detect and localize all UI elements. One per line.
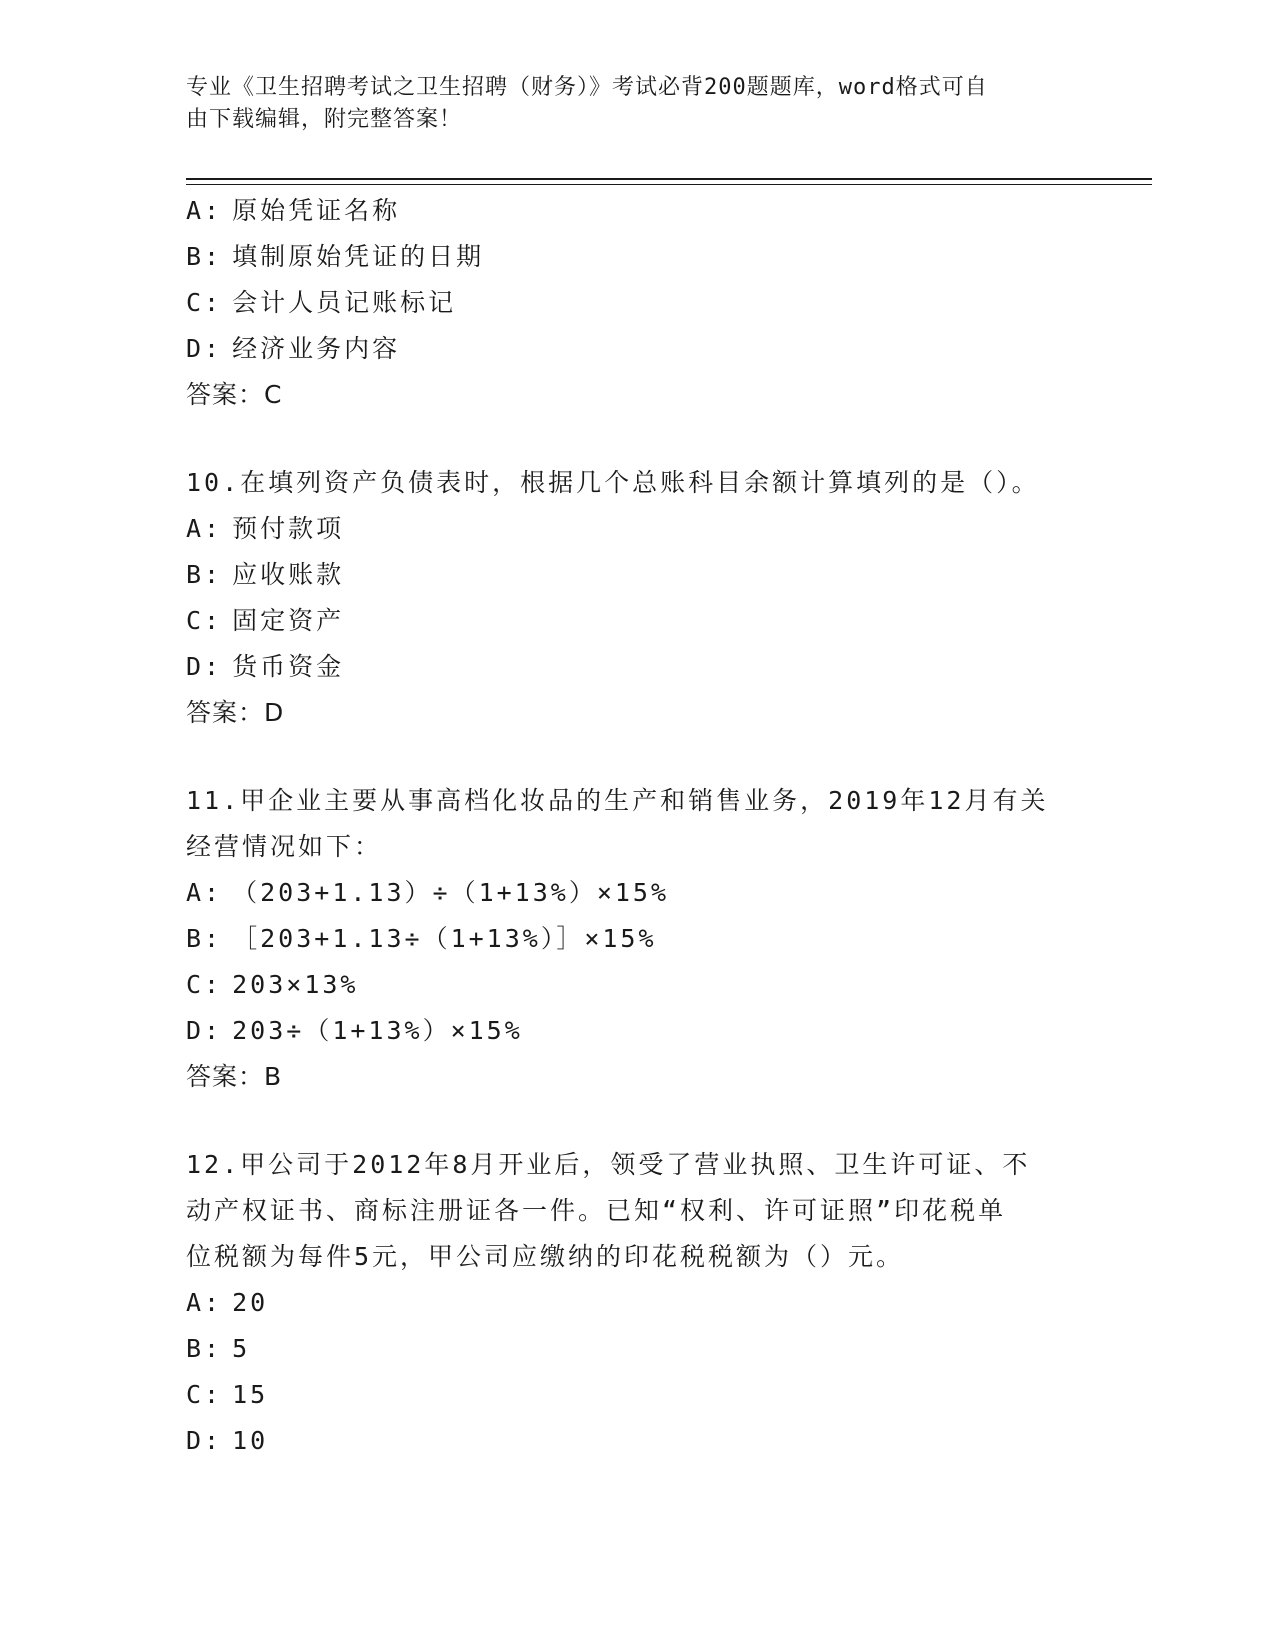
- answer-line: 答案：B: [186, 1062, 283, 1091]
- question-12: [186, 1142, 1066, 1464]
- question-list: [186, 188, 1066, 1464]
- option-d: [186, 326, 1066, 372]
- option-text: （203+1.13）÷（1+13%）×15%: [232, 878, 670, 907]
- question-9: [186, 188, 1066, 418]
- question-stem: 10.在填列资产负债表时，根据几个总账科目余额计算填列的是（）。: [186, 468, 1040, 497]
- option-b: [186, 234, 1066, 280]
- option-text: 原始凭证名称: [232, 196, 401, 225]
- option-label: D:: [186, 1016, 223, 1045]
- option-label: A:: [186, 514, 223, 543]
- option-b: [186, 552, 1066, 598]
- option-label: B:: [186, 242, 223, 271]
- option-text: 经济业务内容: [232, 334, 401, 363]
- option-text: 5: [232, 1334, 251, 1363]
- header-line-1: 专业《卫生招聘考试之卫生招聘（财务）》考试必背200题题库，word格式可自: [186, 75, 988, 100]
- option-label: D:: [186, 334, 223, 363]
- option-text: 20: [232, 1288, 269, 1317]
- option-text: 应收账款: [232, 560, 345, 589]
- header-divider-thin: [186, 184, 1152, 185]
- document-header: [186, 72, 1066, 136]
- question-10: [186, 460, 1066, 736]
- option-text: 预付款项: [232, 514, 345, 543]
- header-divider-thick: [186, 178, 1152, 180]
- option-d: [186, 1008, 1066, 1054]
- question-11: [186, 778, 1066, 1100]
- header-line-2: 由下载编辑，附完整答案！: [186, 107, 463, 132]
- option-label: C:: [186, 288, 223, 317]
- option-a: [186, 1280, 1066, 1326]
- option-text: 10: [232, 1426, 269, 1455]
- question-stem: 经营情况如下：: [186, 832, 383, 861]
- option-label: B:: [186, 924, 223, 953]
- option-a: [186, 188, 1066, 234]
- option-label: C:: [186, 970, 223, 999]
- option-label: C:: [186, 606, 223, 635]
- option-c: [186, 962, 1066, 1008]
- option-text: 填制原始凭证的日期: [232, 242, 485, 271]
- question-stem: 动产权证书、商标注册证各一件。已知“权利、许可证照”印花税单: [186, 1196, 1007, 1225]
- option-b: [186, 916, 1066, 962]
- option-c: [186, 280, 1066, 326]
- option-text: 固定资产: [232, 606, 345, 635]
- option-c: [186, 598, 1066, 644]
- option-c: [186, 1372, 1066, 1418]
- question-stem: 位税额为每件5元，甲公司应缴纳的印花税税额为（）元。: [186, 1242, 905, 1271]
- option-label: D:: [186, 652, 223, 681]
- option-a: [186, 870, 1066, 916]
- option-label: A:: [186, 878, 223, 907]
- option-a: [186, 506, 1066, 552]
- option-label: B:: [186, 560, 223, 589]
- option-text: 货币资金: [232, 652, 345, 681]
- answer-line: 答案：D: [186, 698, 285, 727]
- question-stem: 12.甲公司于2012年8月开业后，领受了营业执照、卫生许可证、不: [186, 1150, 1031, 1179]
- option-label: B:: [186, 1334, 223, 1363]
- option-label: A:: [186, 196, 223, 225]
- option-text: 会计人员记账标记: [232, 288, 457, 317]
- option-text: 203×13%: [232, 970, 359, 999]
- option-label: C:: [186, 1380, 223, 1409]
- option-text: 203÷（1+13%）×15%: [232, 1016, 523, 1045]
- answer-line: 答案：C: [186, 380, 283, 409]
- option-text: ［203+1.13÷（1+13%）］×15%: [232, 924, 657, 953]
- question-stem: 11.甲企业主要从事高档化妆品的生产和销售业务，2019年12月有关: [186, 786, 1049, 815]
- option-d: [186, 644, 1066, 690]
- option-label: A:: [186, 1288, 223, 1317]
- option-b: [186, 1326, 1066, 1372]
- option-text: 15: [232, 1380, 269, 1409]
- option-label: D:: [186, 1426, 223, 1455]
- option-d: [186, 1418, 1066, 1464]
